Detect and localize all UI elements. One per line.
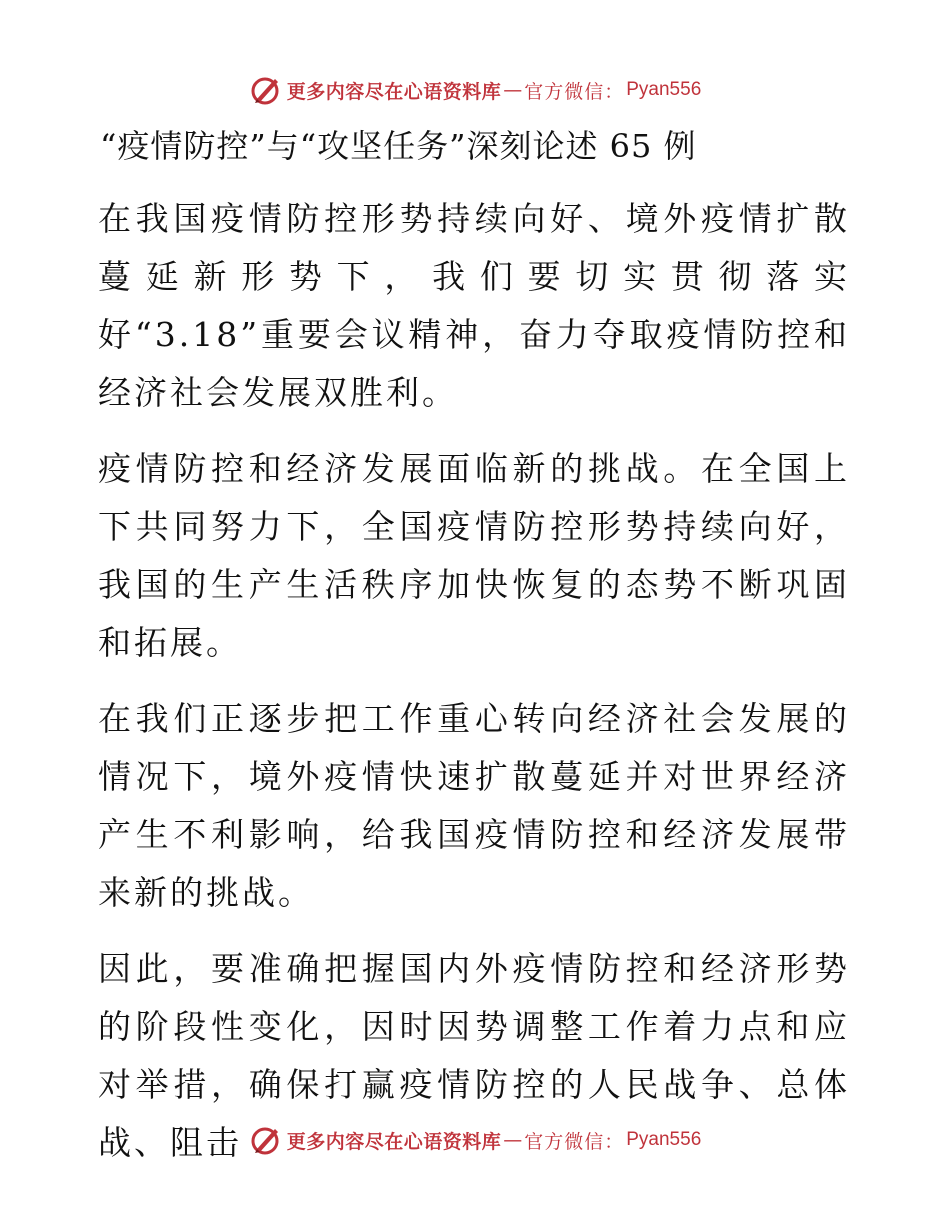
header-dash: — [503, 79, 523, 101]
footer-wechat-label: 官方微信： [524, 1130, 625, 1153]
paragraph: 因此，要准确把握国内外疫情防控和经济形势的阶段性变化，因时因势调整工作着力点和应对举措，确保打赢疫情防控的人民战争、总体战、阻击 [98, 949, 850, 1162]
header-wechat-label: 官方微信： [524, 80, 625, 103]
footer-dash: — [503, 1129, 523, 1151]
footer-wechat-id: Pyan556 [626, 1129, 702, 1150]
header-wechat-id: Pyan556 [626, 79, 702, 100]
paragraph: 疫情防控和经济发展面临新的挑战。在全国上下共同努力下，全国疫情防控形势持续向好，我国的生产生活秩序加快恢复的态势不断巩固和拓展。 [98, 449, 850, 662]
header-site-text: 更多内容尽在心语资料库 [286, 80, 502, 103]
document-title: “疫情防控”与“攻坚任务”深刻论述 65 例 [100, 127, 697, 165]
footer-banner [0, 1120, 950, 1160]
pen-logo-icon [249, 1123, 283, 1157]
pen-logo-icon [249, 73, 283, 107]
paragraph: 在我们正逐步把工作重心转向经济社会发展的情况下，境外疫情快速扩散蔓延并对世界经济产生不利影响，给我国疫情防控和经济发展带来新的挑战。 [98, 699, 850, 912]
footer-site-text: 更多内容尽在心语资料库 [286, 1130, 502, 1153]
document-body [98, 190, 850, 1190]
header-banner [0, 70, 950, 110]
paragraph: 在我国疫情防控形势持续向好、境外疫情扩散蔓延新形势下，我们要切实贯彻落实好“3.18”重要会议精神，奋力夺取疫情防控和经济社会发展双胜利。 [98, 199, 850, 412]
